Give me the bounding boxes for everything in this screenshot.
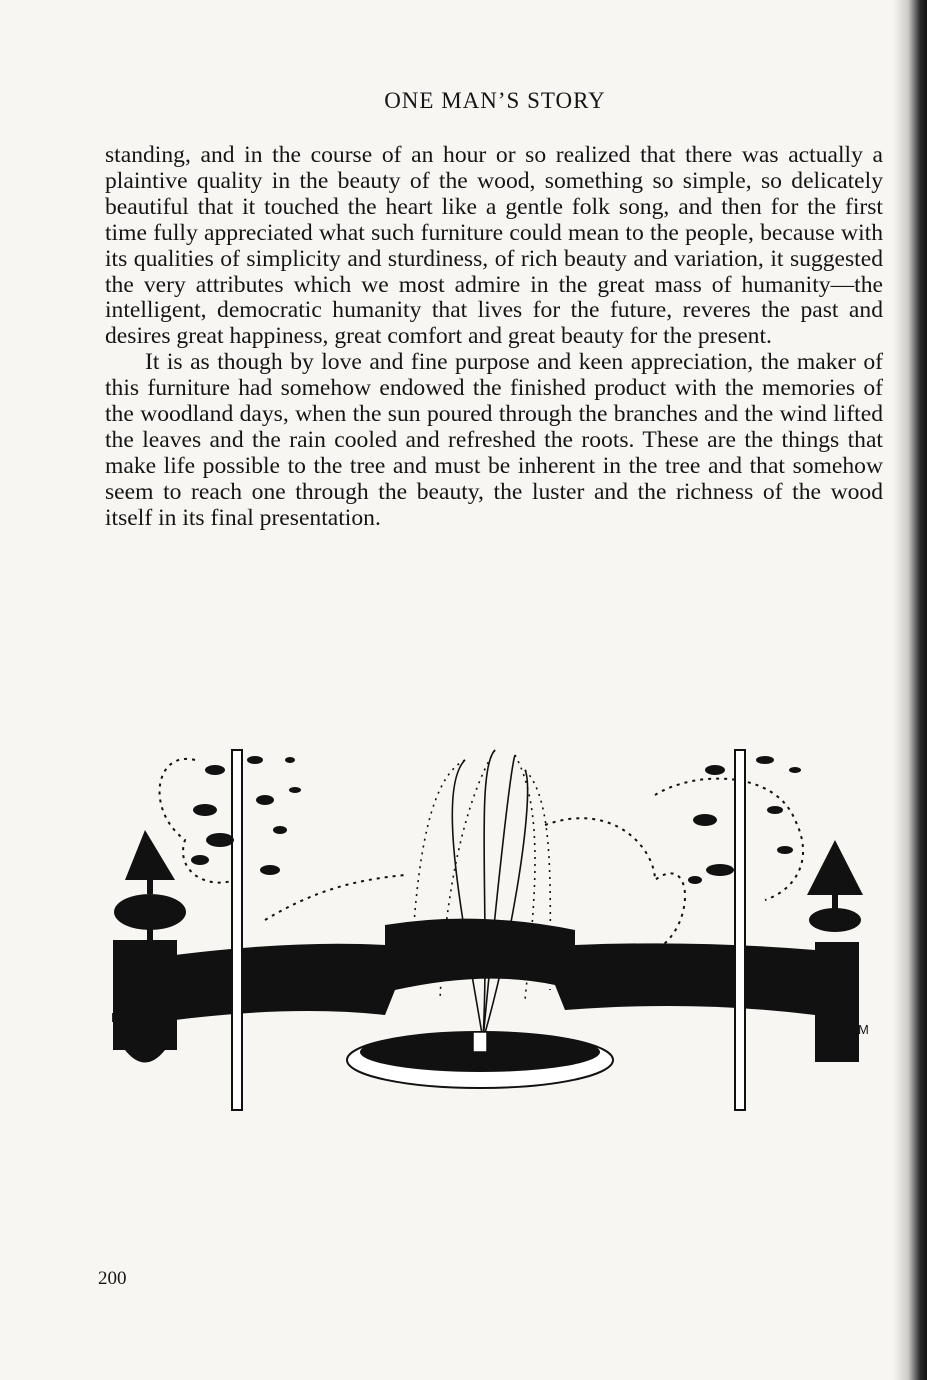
paragraph-2: It is as though by love and fine purpose and keen appreciation, the maker of this furniture had somehow endowed the finished product with the memories of the woodland days, when the sun poured through the branches and the wind lifted the leaves and the rain cooled and refreshed the roots. These are the things that make life possible to the tree and must be inherent in the tree and that somehow seem to reach one through the beauty, the luster and the richness of the wood itself in its final presentation. bbox=[105, 349, 883, 531]
page-edge-shadow bbox=[893, 0, 927, 1380]
illustration-corner-label-left: L bbox=[111, 1010, 119, 1025]
illustration-corner-label-right: M bbox=[858, 1022, 869, 1037]
paragraph-1: standing, and in the course of an hour or so realized that there was actually a plaintive quality in the beauty of the wood, something so simple, so delicately beautiful that it touched the heart like a gentle folk song, and then for the first time fully appreciated what such furniture could mean to the people, because with its qualities of simplicity and sturdiness, of rich beauty and variation, it suggested the very attributes which we most admire in the great mass of humanity—the intelligent, democratic humanity that lives for the future, reveres the past and desires great happiness, great comfort and great beauty for the present. bbox=[105, 142, 883, 350]
garden-fountain-illustration bbox=[95, 730, 895, 1120]
body-text bbox=[105, 143, 883, 532]
running-header: ONE MAN’S STORY bbox=[384, 88, 606, 113]
page-number: 200 bbox=[98, 1268, 127, 1289]
